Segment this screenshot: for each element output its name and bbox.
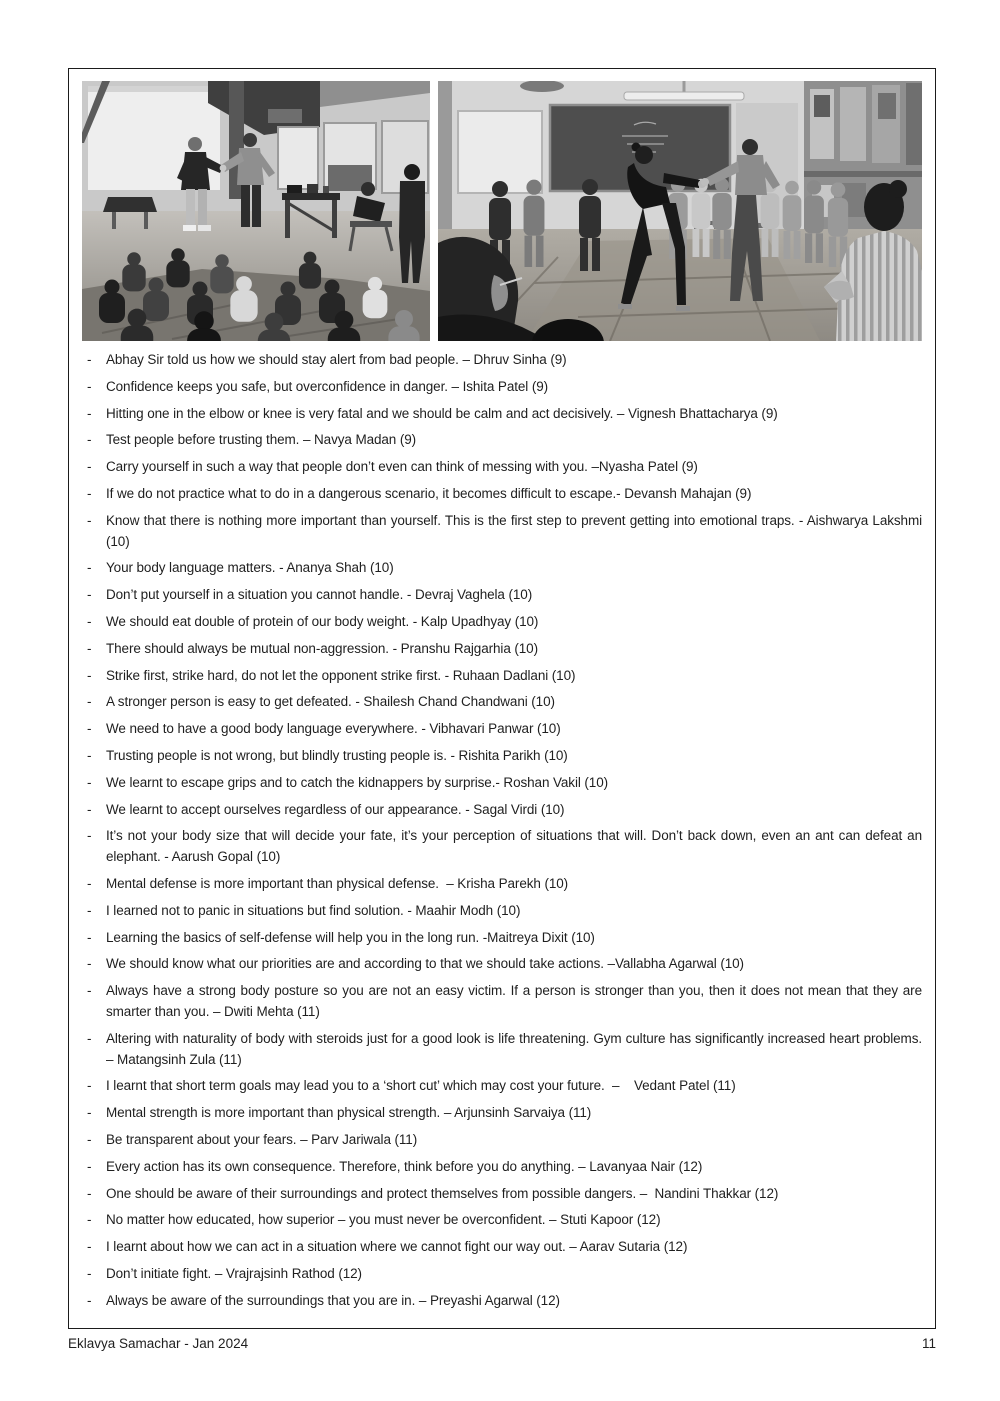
quote-item — [82, 1264, 922, 1285]
bullet-dash: - — [87, 352, 92, 367]
quote-item — [82, 511, 922, 553]
quote-text: Hitting one in the elbow or knee is very fatal and we should be calm and act decisively. – Vignesh Bhattacharya (9) — [106, 405, 778, 421]
quote-item — [82, 928, 922, 949]
bullet-dash: - — [87, 1030, 92, 1046]
quote-text: One should be aware of their surroundings and protect themselves from possible dangers. – Nandini Thakkar (12) — [106, 1185, 779, 1201]
quote-text: We need to have a good body language everywhere. - Vibhavari Panwar (10) — [106, 721, 561, 737]
quote-item — [82, 585, 922, 606]
bullet-dash: - — [87, 667, 92, 683]
bullet-dash: - — [87, 640, 92, 656]
quote-item — [82, 692, 922, 713]
bullet-dash: - — [87, 956, 92, 972]
quote-item — [82, 1157, 922, 1178]
quote-text: Don’t initiate fight. – Vrajrajsinh Rathod (12) — [106, 1265, 362, 1281]
quote-text: Always be aware of the surroundings that you are in. – Preyashi Agarwal (12) — [106, 1292, 560, 1308]
bullet-dash: - — [87, 459, 92, 475]
self-defense-practice-illustration — [438, 81, 922, 341]
bullet-dash: - — [87, 828, 92, 844]
quote-item — [82, 1237, 922, 1258]
classroom-lecture-photo — [82, 81, 430, 341]
bullet-dash: - — [87, 875, 92, 891]
bullet-dash: - — [87, 378, 92, 394]
bullet-dash: - — [87, 1078, 92, 1094]
quote-text: A stronger person is easy to get defeated. - Shailesh Chand Chandwani (10) — [106, 694, 555, 710]
quote-item — [82, 1130, 922, 1151]
quote-text: Confidence keeps you safe, but overconfidence in danger. – Ishita Patel (9) — [106, 378, 549, 394]
bullet-dash: - — [87, 1185, 92, 1201]
quote-text: Mental defense is more important than physical defense. – Krisha Parekh (10) — [106, 875, 569, 891]
quote-item — [82, 954, 922, 975]
quote-item — [82, 377, 922, 398]
quote-text: Test people before trusting them. – Navya Madan (9) — [106, 432, 417, 448]
bullet-dash: - — [87, 694, 92, 710]
bullet-dash: - — [87, 902, 92, 918]
quote-text: Every action has its own consequence. Therefore, think before you do anything. – Lavanyaa Nair (12) — [106, 1158, 703, 1174]
bullet-dash: - — [87, 1158, 92, 1174]
quote-item — [82, 1210, 922, 1231]
student-quotes-list — [82, 350, 922, 1311]
quote-item — [82, 404, 922, 425]
quote-text: Always have a strong body posture so you are not an easy victim. If a person is stronger than you, then it does not mean that they are smarter than you. – Dwiti Mehta (11) — [106, 983, 922, 1019]
quote-text: No matter how educated, how superior – you must never be overconfident. – Stuti Kapoor (12) — [106, 1212, 661, 1228]
quote-text: Carry yourself in such a way that people don’t even can think of messing with you. –Nyasha Patel (9) — [106, 459, 698, 475]
footer-page-number: 11 — [921, 1336, 936, 1351]
quote-item — [82, 1029, 922, 1071]
bullet-dash: - — [87, 560, 92, 576]
quote-text: Your body language matters. - Ananya Shah (10) — [106, 560, 394, 576]
classroom-lecture-illustration — [82, 81, 430, 341]
bullet-dash: - — [87, 983, 92, 999]
quote-item — [82, 639, 922, 660]
tube-light — [624, 92, 744, 100]
bullet-dash: - — [87, 801, 92, 817]
quote-item — [82, 457, 922, 478]
quote-text: Altering with naturality of body with steroids just for a good look is life threatening. Gym culture has significantly increased heart problems. – Matangsinh Zula (11) — [106, 1030, 922, 1067]
bullet-dash: - — [87, 587, 92, 603]
quote-item — [82, 350, 922, 371]
bullet-dash: - — [87, 721, 92, 737]
bullet-dash: - — [87, 485, 92, 501]
bullet-dash: - — [87, 1212, 92, 1228]
quote-text: We should eat double of protein of our body weight. - Kalp Upadhyay (10) — [106, 613, 539, 629]
bullet-dash: - — [87, 747, 92, 763]
quote-item — [82, 719, 922, 740]
bullet-dash: - — [87, 512, 92, 528]
bullet-dash: - — [87, 774, 92, 790]
footer-publication-title: Eklavya Samachar - Jan 2024 — [68, 1336, 249, 1351]
bullet-dash: - — [87, 1239, 92, 1255]
bullet-dash: - — [87, 1131, 92, 1147]
quote-item — [82, 826, 922, 868]
quote-text: Trusting people is not wrong, but blindly trusting people is. - Rishita Parikh (10) — [106, 747, 568, 763]
quote-item — [82, 612, 922, 633]
quote-text: Know that there is nothing more important than yourself. This is the first step to prevent getting into emotional traps. - Aishwarya Lakshmi (10) — [106, 512, 922, 549]
quote-item — [82, 1291, 922, 1312]
quote-item — [82, 773, 922, 794]
quote-item — [82, 874, 922, 895]
quote-text: We learnt to escape grips and to catch the kidnappers by surprise.- Roshan Vakil (10) — [106, 774, 609, 790]
photo-row — [82, 81, 922, 341]
quote-text: Abhay Sir told us how we should stay alert from bad people. – Dhruv Sinha (9) — [106, 352, 567, 367]
bullet-dash: - — [87, 1292, 92, 1308]
quote-text: Learning the basics of self-defense will help you in the long run. -Maitreya Dixit (10) — [106, 929, 595, 945]
quote-item — [82, 901, 922, 922]
quote-item — [82, 1103, 922, 1124]
quote-text: Don’t put yourself in a situation you cannot handle. - Devraj Vaghela (10) — [106, 587, 533, 603]
quote-item — [82, 484, 922, 505]
quote-item — [82, 558, 922, 579]
self-defense-practice-photo — [438, 81, 922, 341]
quote-text: Be transparent about your fears. – Parv Jariwala (11) — [106, 1131, 418, 1147]
whiteboard — [458, 111, 542, 193]
page-footer — [68, 1336, 936, 1351]
stool — [103, 197, 157, 212]
quote-item — [82, 800, 922, 821]
quote-item — [82, 430, 922, 451]
bullet-dash: - — [87, 1265, 92, 1281]
quote-item — [82, 1184, 922, 1205]
quote-text: We should know what our priorities are and according to that we should take actions. –Vallabha Agarwal (10) — [106, 956, 744, 972]
quote-text: It’s not your body size that will decide your fate, it’s your perception of situations that will. Don’t back down, even an ant can defeat an elephant. - Aarush Gopal (10) — [106, 828, 922, 865]
bullet-dash: - — [87, 432, 92, 448]
bullet-dash: - — [87, 405, 92, 421]
bullet-dash: - — [87, 1105, 92, 1121]
quote-text: We learnt to accept ourselves regardless of our appearance. - Sagal Virdi (10) — [106, 801, 565, 817]
bullet-dash: - — [87, 929, 92, 945]
quote-text: I learnt about how we can act in a situation where we cannot fight our way out. – Aarav Sutaria (12) — [106, 1239, 688, 1255]
bullet-dash: - — [87, 613, 92, 629]
quote-text: I learnt that short term goals may lead you to a ‘short cut’ which may cost your future. – Vedant Patel (11) — [106, 1078, 736, 1094]
quote-text: There should always be mutual non-aggression. - Pranshu Rajgarhia (10) — [106, 640, 538, 656]
quote-text: If we do not practice what to do in a dangerous scenario, it becomes difficult to escape.- Devansh Mahajan (9) — [106, 485, 752, 501]
quote-text: Mental strength is more important than physical strength. – Arjunsinh Sarvaiya (11) — [106, 1105, 592, 1121]
quote-item — [82, 666, 922, 687]
quote-text: Strike first, strike hard, do not let the opponent strike first. - Ruhaan Dadlani (10) — [106, 667, 576, 683]
quote-item — [82, 981, 922, 1023]
page-content-frame — [68, 68, 936, 1329]
quote-item — [82, 746, 922, 767]
quote-item — [82, 1076, 922, 1097]
quote-text: I learned not to panic in situations but find solution. - Maahir Modh (10) — [106, 902, 521, 918]
